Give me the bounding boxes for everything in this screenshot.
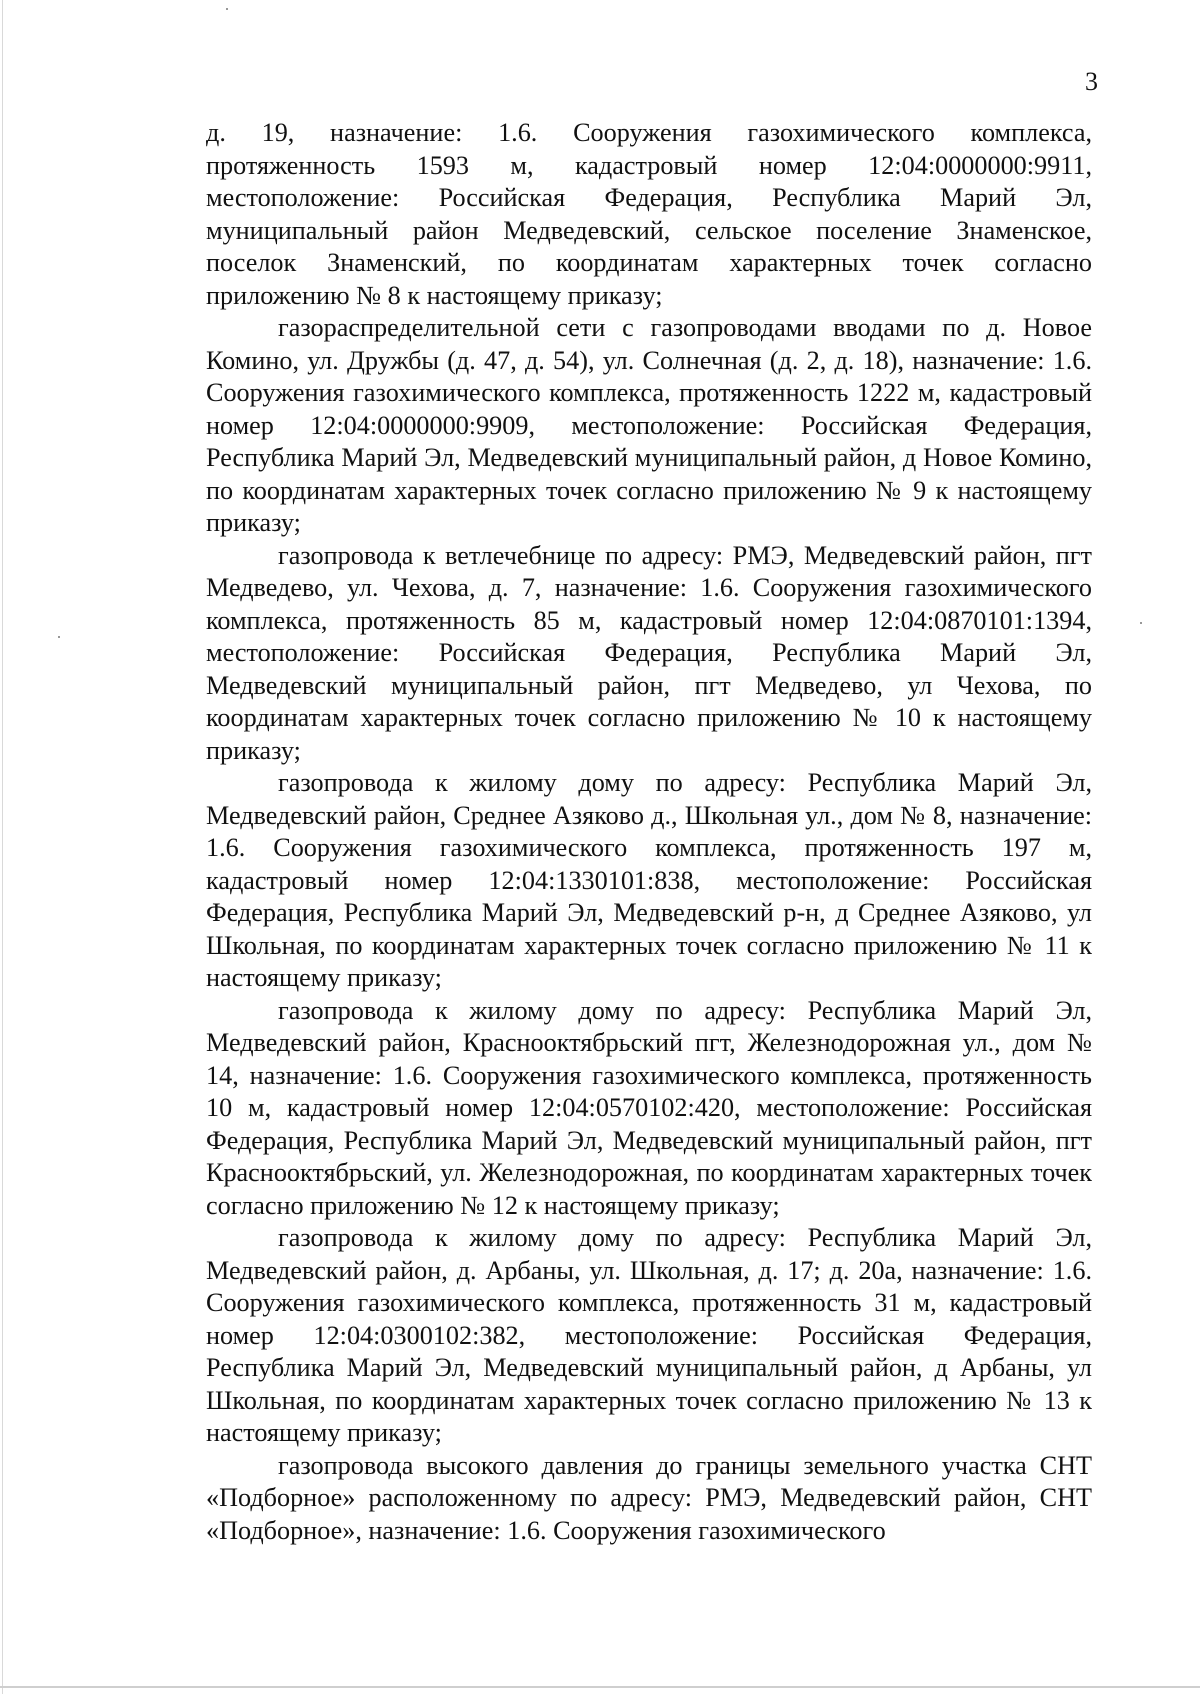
paragraph-novoe-komino: газораспределительной сети с газопроводами вводами по д. Новое Комино, ул. Дружбы (д. 47, д. 54), ул. Солнечная (д. 2, д. 18), назначение: 1.6. Сооружения газохимического комплекса, протяженность 1222 м, кадастровый номер 12:04:0000000:9909, местоположение: Российская Федерация, Республика Марий Эл, Медведевский муниципальный район, д Новое Комино, по координатам характерных точек согласно приложению № 9 к настоящему приказу; [206, 313, 1092, 537]
paragraph-vetlechebnitsa: газопровода к ветлечебнице по адресу: РМЭ, Медведевский район, пгт Медведево, ул. Чехова, д. 7, назначение: 1.6. Сооружения газохимического комплекса, протяженность 85 м, кадастровый номер 12:04:0870101:1394, местоположение: Российская Федерация, Республика Марий Эл, Медведевский муниципальный район, пгт Медведево, ул Чехова, по координатам характерных точек согласно приложению № 10 к настоящему приказу; [206, 540, 1092, 765]
scan-edge-bottom [0, 1686, 1200, 1688]
paragraph-znamensky: д. 19, назначение: 1.6. Сооружения газохимического комплекса, протяженность 1593 м, кадастровый номер 12:04:0000000:9911, местоположение: Российская Федерация, Республика Марий Эл, муниципальный район Медведевский, сельское поселение Знаменское, поселок Знаменский, по координатам характерных точек согласно приложению № 8 к настоящему приказу; [206, 118, 1092, 310]
scan-speck [58, 636, 60, 638]
scan-edge-left [2, 0, 3, 1694]
scan-speck [226, 8, 228, 10]
paragraph-arbany: газопровода к жилому дому по адресу: Республика Марий Эл, Медведевский район, д. Арбаны, ул. Школьная, д. 17; д. 20а, назначение: 1.6. Сооружения газохимического комплекса, протяженность 31 м, кадастровый номер 12:04:0300102:382, местоположение: Российская Федерация, Республика Марий Эл, Медведевский муниципальный район, д Арбаны, ул Школьная, по координатам характерных точек согласно приложению № 13 к настоящему приказу; [206, 1223, 1092, 1447]
paragraph-snt-podbornoe: газопровода высокого давления до границы земельного участка СНТ «Подборное» расположенному по адресу: РМЭ, Медведевский район, СНТ «Подборное», назначение: 1.6. Сооружения газохимического [206, 1450, 1092, 1545]
page-number: 3 [1085, 67, 1098, 96]
scan-speck [1140, 622, 1142, 624]
document-body [206, 117, 1092, 1547]
paragraph-srednee-azyakovo: газопровода к жилому дому по адресу: Республика Марий Эл, Медведевский район, Среднее Азяково д., Школьная ул., дом № 8, назначение: 1.6. Сооружения газохимического комплекса, протяженность 197 м, кадастровый номер 12:04:1330101:838, местоположение: Российская Федерация, Республика Марий Эл, Медведевский р-н, д Среднее Азяково, ул Школьная, по координатам характерных точек согласно приложению № 11 к настоящему приказу; [206, 768, 1092, 992]
paragraph-krasnooktyabrsky: газопровода к жилому дому по адресу: Республика Марий Эл, Медведевский район, Краснооктябрьский пгт, Железнодорожная ул., дом № 14, назначение: 1.6. Сооружения газохимического комплекса, протяженность 10 м, кадастровый номер 12:04:0570102:420, местоположение: Российская Федерация, Республика Марий Эл, Медведевский муниципальный район, пгт Краснооктябрьский, ул. Железнодорожная, по координатам характерных точек согласно приложению № 12 к настоящему приказу; [206, 995, 1092, 1220]
